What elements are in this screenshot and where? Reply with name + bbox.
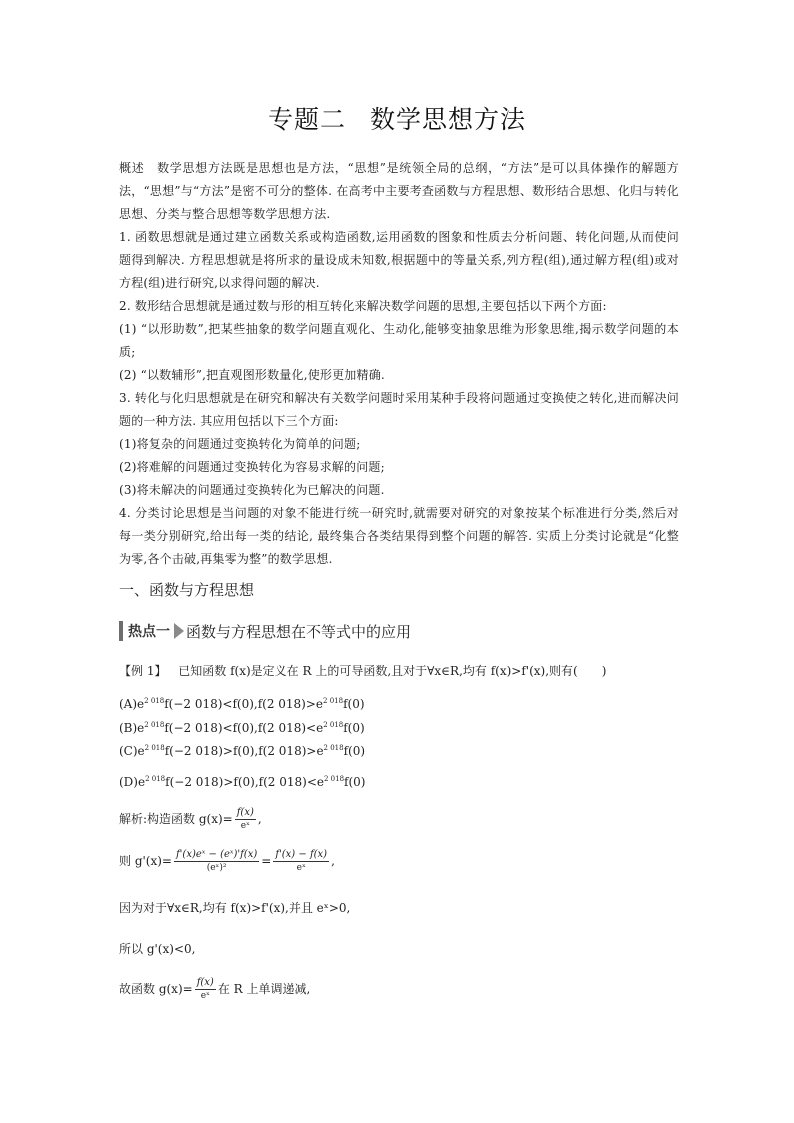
- intro-paragraph: 3. 转化与化归思想就是在研究和解决有关数学问题时采用某种手段将问题通过变换使之转化,进而解决问题的一种方法. 其应用包括以下三个方面:: [119, 391, 679, 428]
- title-part2: 数学思想方法: [370, 105, 527, 134]
- solution-text: ,: [257, 812, 262, 826]
- solution-text: 则 g'(x)=: [119, 854, 172, 868]
- intro-paragraph: 1. 函数思想就是通过建立函数关系或构造函数,运用函数的图象和性质去分析问题、转化问题,从而使问题得到解决. 方程思想就是将所求的量设成未知数,根据题中的等量关系,列方程(组),通过解方程(组)或对方程(组)进行研究,以求得问题的解决.: [119, 230, 679, 290]
- solution-text: 故函数 g(x)=: [119, 982, 193, 996]
- solution-step-3: 因为对于∀x∈R,均有 f(x)>f'(x),并且 eˣ>0,: [119, 901, 351, 915]
- numerator: f'(x) − f(x): [275, 849, 328, 860]
- option-text: f(−2 018)>f(0),f(2 018)<e: [165, 775, 324, 789]
- solution-step-2: [119, 848, 335, 875]
- exponent: 2 018: [144, 721, 165, 729]
- option-text: f(0): [343, 744, 366, 758]
- triangle-arrow-icon: [174, 623, 184, 639]
- intro-paragraph: (3)将未解决的问题通过变换转化为已解决的问题.: [119, 483, 385, 497]
- intro-paragraph: (1)将复杂的问题通过变换转化为简单的问题;: [119, 437, 361, 451]
- option-text: f(−2 018)>f(0),f(2 018)>e: [164, 744, 324, 758]
- fraction: [195, 976, 216, 1003]
- exponent: 2 018: [145, 775, 166, 783]
- option-c: [119, 744, 365, 758]
- option-text: (B)e: [119, 721, 145, 735]
- exponent: 2 018: [144, 697, 165, 705]
- intro-paragraph: 4. 分类讨论思想是当问题的对象不能进行统一研究时,就需要对研究的对象按某个标准进行分类,然后对每一类分别研究,给出每一类的结论, 最终集合各类结果得到整个问题的解答. 实质上分类讨论就是“化整为零,各个击破,再集零为整”的数学思想.: [119, 506, 679, 566]
- hotspot-bar: [119, 621, 123, 641]
- option-text: (A)e: [119, 697, 145, 711]
- section-heading: 一、函数与方程思想: [119, 581, 255, 599]
- page-title: [0, 100, 794, 136]
- fraction: [235, 806, 256, 833]
- numerator: f(x): [196, 977, 214, 988]
- option-a: [119, 697, 365, 711]
- intro-paragraph: (2)将难解的问题通过变换转化为容易求解的问题;: [119, 460, 385, 474]
- option-text: f(0): [343, 721, 365, 735]
- hotspot-heading: [119, 618, 411, 644]
- intro-paragraph: 概述 数学思想方法既是思想也是方法，“思想”是统领全局的总纲，“方法”是可以具体操作的解题方法，“思想”与“方法”是密不可分的整体. 在高考中主要考查函数与方程思想、数形结合思想、化归与转化思想、分类与整合思想等数学思想方法.: [119, 161, 679, 221]
- intro-paragraph: (1) “以形助数”,把某些抽象的数学问题直观化、生动化,能够变抽象思维为形象思维,揭示数学问题的本质;: [119, 322, 679, 359]
- hotspot-title: 函数与方程思想在不等式中的应用: [186, 622, 412, 641]
- intro-paragraph: 2. 数形结合思想就是通过数与形的相互转化来解决数学问题的思想,主要包括以下两个方面:: [119, 299, 607, 313]
- hotspot-tag: 热点一: [128, 624, 170, 640]
- fraction: [273, 848, 329, 875]
- intro-paragraph: (2) “以数辅形”,把直观图形数量化,使形更加精确.: [119, 368, 385, 382]
- exponent: 2 018: [323, 744, 344, 752]
- denominator: eˣ: [200, 991, 210, 1001]
- exponent: 2 018: [323, 721, 344, 729]
- option-text: f(0): [343, 697, 365, 711]
- solution-step-4: 所以 g'(x)<0,: [119, 942, 196, 956]
- equals-sign: =: [261, 854, 272, 868]
- example-question: 已知函数 f(x)是定义在 R 上的可导函数,且对于∀x∈R,均有 f(x)>f'(x),则有( ): [178, 664, 607, 678]
- option-b: [119, 721, 365, 735]
- option-text: f(0): [344, 775, 366, 789]
- option-text: (C)e: [119, 744, 145, 758]
- example-stem: [119, 662, 606, 679]
- exponent: 2 018: [144, 744, 165, 752]
- option-text: f(−2 018)<f(0),f(2 018)>e: [164, 697, 324, 711]
- exponent: 2 018: [323, 697, 344, 705]
- numerator: f(x): [236, 807, 254, 818]
- solution-step-5: [119, 976, 310, 1003]
- denominator: (eˣ)²: [206, 863, 227, 873]
- solution-step-1: [119, 806, 262, 833]
- exponent: 2 018: [323, 775, 345, 783]
- solution-text: ,: [331, 854, 335, 868]
- option-text: f(−2 018)<f(0),f(2 018)<e: [164, 721, 324, 735]
- solution-text: 在 R 上单调递减,: [217, 982, 311, 996]
- title-part1: 专题二: [267, 105, 346, 134]
- example-label: 【例 1】: [119, 664, 167, 678]
- option-d: [119, 775, 365, 789]
- fraction: [174, 848, 259, 875]
- denominator: eˣ: [240, 821, 250, 831]
- option-text: (D)e: [119, 775, 146, 789]
- denominator: eˣ: [296, 863, 306, 873]
- numerator: f'(x)eˣ − (eˣ)'f(x): [175, 849, 258, 860]
- solution-text: 解析:构造函数 g(x)=: [119, 812, 233, 826]
- intro-section: [119, 157, 679, 571]
